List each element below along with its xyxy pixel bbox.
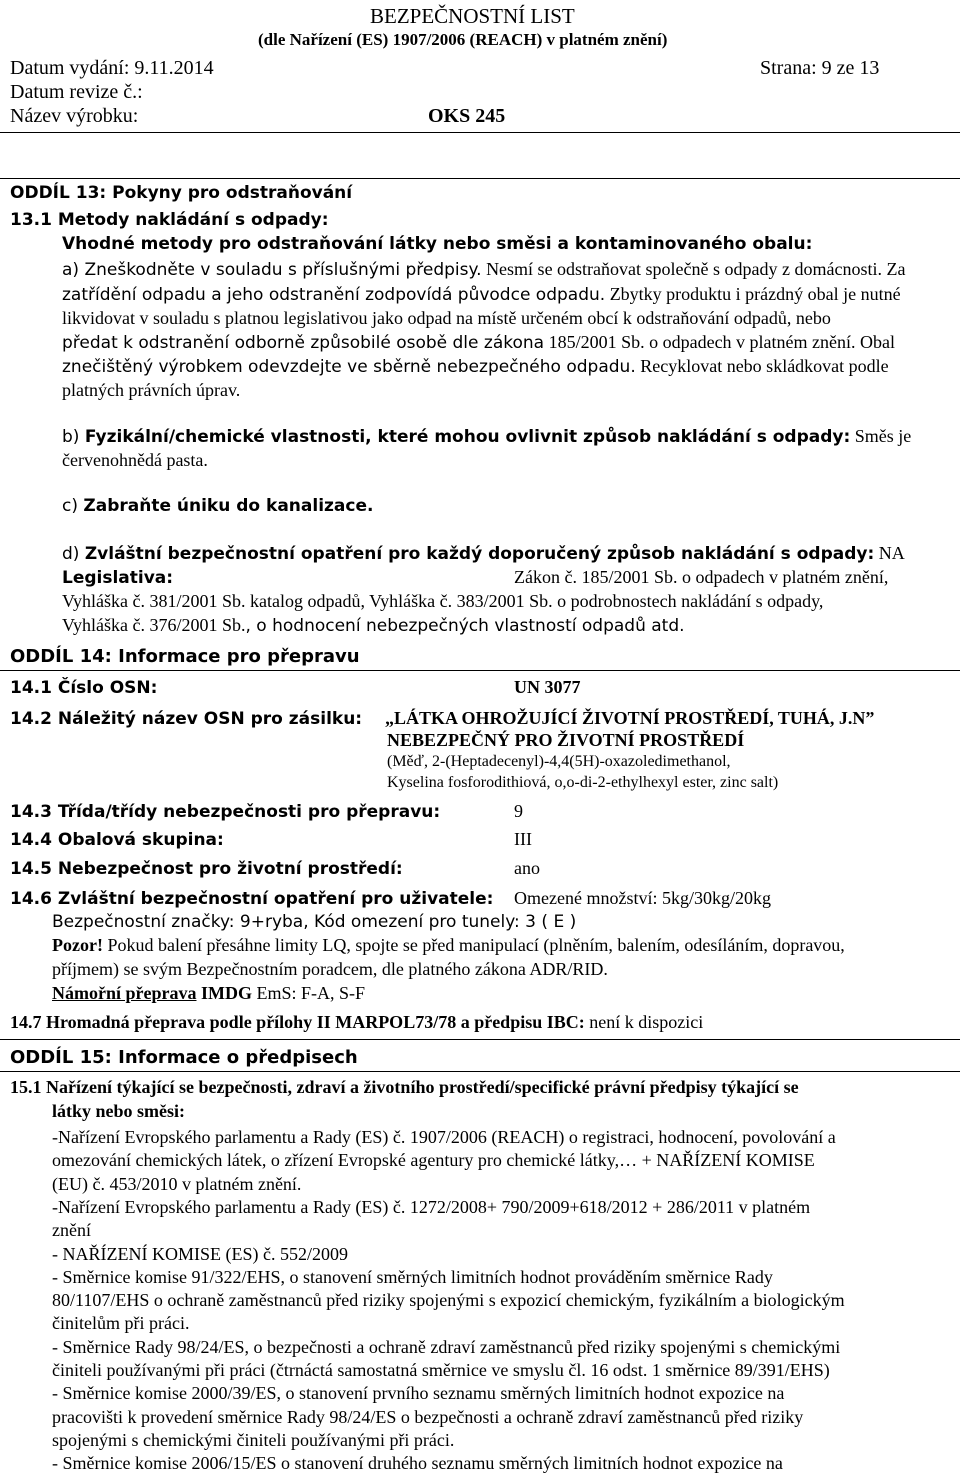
section-15-rule bbox=[0, 1071, 960, 1072]
marpol-label: 14.7 Hromadná přeprava podle přílohy II MARPOL73/78 a předpisu IBC: bbox=[10, 1012, 585, 1032]
transport-class-label: 14.3 Třída/třídy nebezpečnosti pro přepravu: bbox=[10, 802, 441, 822]
s13-b-prefix: b) bbox=[62, 427, 85, 447]
revision-date: Datum revize č.: bbox=[10, 81, 143, 103]
s13-line-1c: Za bbox=[881, 259, 906, 279]
s13-line-4a: předat k odstranění odborně způsobilé osobě dle zákona bbox=[62, 333, 545, 353]
s13-item-b bbox=[62, 426, 911, 447]
un-number-label: 14.1 Číslo OSN: bbox=[10, 678, 158, 698]
s13-b-bold: Fyzikální/chemické vlastnosti, které mohou ovlivnit způsob nakládání s odpady: bbox=[84, 427, 851, 447]
shipping-name-line-4: Kyselina fosforodithiová, o,o-di-2-ethylhexyl ester, zinc salt) bbox=[387, 774, 779, 791]
section-15-title: ODDÍL 15: Informace o předpisech bbox=[10, 1047, 358, 1068]
section-14-bottom-rule bbox=[0, 1039, 960, 1040]
regulation-line: - Směrnice Rady 98/24/ES, o bezpečnosti a ochraně zdraví zaměstnanců před riziky spojenými s chemickými bbox=[52, 1337, 841, 1357]
regulation-line: činitelům při práci. bbox=[52, 1313, 190, 1333]
marpol-line bbox=[10, 1012, 703, 1033]
s13-line-2 bbox=[62, 284, 901, 305]
env-hazard-label: 14.5 Nebezpečnost pro životní prostředí: bbox=[10, 859, 403, 879]
s13-c-bold: Zabraňte úniku do kanalizace. bbox=[83, 496, 374, 516]
product-name: OKS 245 bbox=[428, 105, 506, 127]
legislation-line-3b: , o hodnocení nebezpečných vlastností odpadů atd. bbox=[245, 616, 685, 636]
regulation-line: spojenými s chemickými činiteli používanými při práci. bbox=[52, 1430, 455, 1450]
legislation-value: Zákon č. 185/2001 Sb. o odpadech v platném znění, bbox=[514, 567, 889, 587]
legislation-line-3a: Vyhláška č. 376/2001 Sb. bbox=[62, 615, 246, 635]
header-divider bbox=[0, 132, 960, 133]
imdg-label: IMDG bbox=[196, 983, 252, 1003]
section-13-title: ODDÍL 13: Pokyny pro odstraňování bbox=[10, 183, 353, 203]
packing-group-label: 14.4 Obalová skupina: bbox=[10, 830, 224, 850]
s13-item-c bbox=[62, 496, 373, 516]
document-subtitle: (dle Nařízení (ES) 1907/2006 (REACH) v platném znění) bbox=[258, 30, 668, 49]
regulation-line: pracovišti k provedení směrnice Rady 98/24/ES o bezpečnosti a ochraně zdraví zaměstnanců před riziky bbox=[52, 1407, 804, 1427]
s13-line-5a: znečištěný výrobkem odevzdejte ve sběrně nebezpečného odpadu. bbox=[62, 357, 636, 377]
section-13-top-rule bbox=[0, 178, 960, 179]
regulation-line: - Směrnice komise 2006/15/ES o stanovení druhého seznamu směrných limitních hodnot expozice na bbox=[52, 1453, 783, 1473]
legislation-line-2: Vyhláška č. 381/2001 Sb. katalog odpadů, Vyhláška č. 383/2001 Sb. o podrobnostech nakládání s odpady, bbox=[62, 591, 824, 611]
user-precautions-value: Omezené množství: 5kg/30kg/20kg bbox=[514, 888, 771, 908]
regulation-line: omezování chemických látek, o zřízení Evropské agentury pro chemické látky,… + NAŘÍZENÍ KOMISE bbox=[52, 1150, 815, 1170]
regulation-line: -Nařízení Evropského parlamentu a Rady (ES) č. 1272/2008+ 790/2009+618/2012 + 286/2011 v platném bbox=[52, 1197, 811, 1217]
shipping-name-label: 14.2 Náležitý název OSN pro zásilku: bbox=[10, 709, 363, 729]
ems-value: EmS: F-A, S-F bbox=[251, 983, 366, 1003]
s13-b-rest: Směs je bbox=[850, 426, 912, 446]
section-13-1-heading: 13.1 Metody nakládání s odpady: bbox=[10, 210, 329, 230]
s13-line-5b: Recyklovat nebo skládkovat podle bbox=[635, 356, 889, 376]
section-15-1-heading: 15.1 Nařízení týkající se bezpečnosti, zdraví a životního prostředí/specifické právní předpisy týkající se bbox=[10, 1077, 799, 1097]
s13-line-1 bbox=[62, 259, 905, 280]
s13-line-3: likvidovat v souladu s platnou legislativou jako odpad na místě určeném obcí k odstraňování odpadů, nebo bbox=[62, 308, 831, 328]
s13-d-prefix: d) bbox=[62, 544, 85, 564]
s13-line-4 bbox=[62, 332, 895, 353]
marpol-value: není k dispozici bbox=[584, 1012, 704, 1032]
safety-signs-line: Bezpečnostní značky: 9+ryba, Kód omezení pro tunely: 3 ( E ) bbox=[52, 912, 577, 932]
s13-line-4b: 185/2001 Sb. o odpadech v platném znění. Obal bbox=[544, 332, 896, 352]
s13-line-1b: Nesmí se odstraňovat společně s odpady z domácnosti. bbox=[481, 259, 882, 279]
legislation-line-3 bbox=[62, 615, 685, 636]
s13-d-bold: Zvláštní bezpečnostní opatření pro každý doporučený způsob nakládání s odpady: bbox=[84, 544, 875, 564]
packing-group-value: III bbox=[514, 829, 532, 849]
regulation-line: činiteli používanými při práci (čtrnáctá samostatná směrnice ve smyslu čl. 16 odst. 1 směrnice 89/391/EHS) bbox=[52, 1360, 830, 1380]
regulation-line: znění bbox=[52, 1220, 91, 1240]
sea-transport-line bbox=[52, 983, 365, 1004]
un-number-value: UN 3077 bbox=[514, 677, 581, 697]
warning-line-1 bbox=[52, 935, 845, 956]
shipping-name-line-3: (Měď, 2-(Heptadecenyl)-4,4(5H)-oxazoledimethanol, bbox=[387, 753, 731, 770]
s13-line-2a: zatřídění odpadu a jeho odstranění zodpovídá původce odpadu. bbox=[62, 285, 606, 305]
user-precautions-label: 14.6 Zvláštní bezpečnostní opatření pro uživatele: bbox=[10, 889, 494, 909]
transport-class-value: 9 bbox=[514, 801, 523, 821]
regulation-line: - NAŘÍZENÍ KOMISE (ES) č. 552/2009 bbox=[52, 1244, 348, 1264]
regulation-line: (EU) č. 453/2010 v platném znění. bbox=[52, 1174, 302, 1194]
s13-d-rest: NA bbox=[874, 543, 905, 563]
legislation-label: Legislativa: bbox=[62, 568, 174, 588]
s13-line-2b: Zbytky produktu i prázdný obal je nutné bbox=[605, 284, 901, 304]
s13-item-d bbox=[62, 543, 905, 564]
section-13-1-subheading: Vhodné metody pro odstraňování látky nebo směsi a kontaminovaného obalu: bbox=[62, 234, 813, 254]
warning-text: Pokud balení přesáhne limity LQ, spojte se před manipulací (plněním, balením, odesíláním, dopravou, bbox=[102, 935, 845, 955]
regulation-line: - Směrnice komise 2000/39/ES, o stanovení prvního seznamu směrných limitních hodnot expozice na bbox=[52, 1383, 785, 1403]
regulation-line: - Směrnice komise 91/322/EHS, o stanovení směrných limitních hodnot prováděním směrnice Rady bbox=[52, 1267, 773, 1287]
regulation-line: -Nařízení Evropského parlamentu a Rady (ES) č. 1907/2006 (REACH) o registraci, hodnocení, povolování a bbox=[52, 1127, 836, 1147]
section-15-1-heading-2: látky nebo směsi: bbox=[52, 1101, 186, 1121]
s13-c-prefix: c) bbox=[62, 496, 84, 516]
s13-line-5 bbox=[62, 356, 889, 377]
page-number: Strana: 9 ze 13 bbox=[760, 57, 880, 79]
warning-line-2: příjmem) se svým Bezpečnostním poradcem, dle platného zákona ADR/RID. bbox=[52, 959, 608, 979]
product-label: Název výrobku: bbox=[10, 105, 139, 127]
section-14-rule bbox=[0, 670, 960, 671]
warning-label: Pozor! bbox=[52, 935, 103, 955]
shipping-name-line-2: NEBEZPEČNÝ PRO ŽIVOTNÍ PROSTŘEDÍ bbox=[387, 730, 745, 750]
regulation-line: 80/1107/EHS o ochraně zaměstnanců před riziky spojenými s expozicí chemickým, fyzikálním a biologickým bbox=[52, 1290, 845, 1310]
document-title: BEZPEČNOSTNÍ LIST bbox=[370, 4, 575, 28]
s13-line-1a: a) Zneškodněte v souladu s příslušnými předpisy. bbox=[62, 260, 482, 280]
issue-date: Datum vydání: 9.11.2014 bbox=[10, 57, 214, 79]
s13-line-6: platných právních úprav. bbox=[62, 380, 241, 400]
section-14-title: ODDÍL 14: Informace pro přepravu bbox=[10, 646, 360, 667]
shipping-name-line-1: „LÁTKA OHROŽUJÍCÍ ŽIVOTNÍ PROSTŘEDÍ, TUHÁ, J.N” bbox=[385, 708, 875, 728]
s13-b-line-2: červenohnědá pasta. bbox=[62, 450, 208, 470]
env-hazard-value: ano bbox=[514, 858, 540, 878]
sea-transport-label: Námořní přeprava bbox=[52, 983, 197, 1003]
